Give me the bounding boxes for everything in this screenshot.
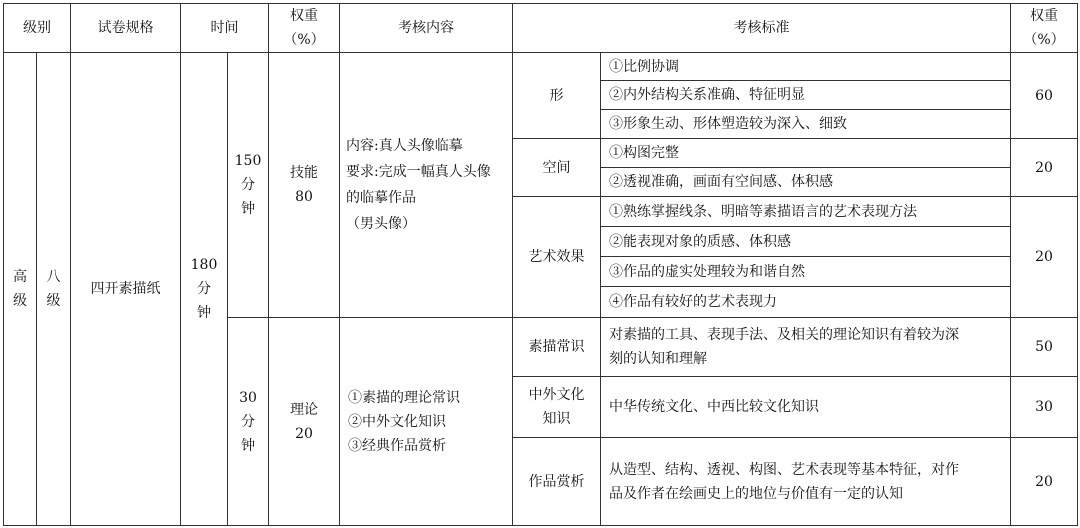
group-art-name: 艺术效果 (512, 196, 601, 318)
standard-item: ②内外结构关系准确、特征明显 (600, 80, 1011, 110)
standard-item: ③作品的虚实处理较为和谐自然 (600, 256, 1011, 287)
group-shape-name: 形 (512, 52, 601, 139)
group-appreciation-weight: 20 (1010, 437, 1078, 526)
header-content: 考核内容 (339, 3, 513, 53)
section2-weight: 理论 20 (268, 317, 340, 526)
header-standard: 考核标准 (512, 3, 1011, 53)
group-culture-weight: 30 (1010, 376, 1078, 438)
group-sketch-knowledge-name: 素描常识 (512, 317, 601, 377)
group-sketch-knowledge-weight: 50 (1010, 317, 1078, 377)
section1-content: 内容:真人头像临摹 要求:完成一幅真人头像 的临摹作品 （男头像） (339, 52, 513, 318)
standard-item: ③形象生动、形体塑造较为深入、细致 (600, 109, 1011, 139)
standard-item: ①熟练掌握线条、明暗等素描语言的艺术表现方法 (600, 196, 1011, 227)
standard-item: 从造型、结构、透视、构图、艺术表现等基本特征，对作 品及作者在绘画史上的地位与价值有一定的认知 (600, 437, 1011, 526)
standard-item: ①构图完整 (600, 138, 1011, 168)
standard-item: ②透视准确，画面有空间感、体积感 (600, 167, 1011, 197)
level-senior: 高 级 (3, 52, 37, 526)
group-appreciation-name: 作品赏析 (512, 437, 601, 526)
section1-weight: 技能 80 (268, 52, 340, 318)
standard-item: ①比例协调 (600, 52, 1011, 81)
spec-paper: 四开素描纸 (70, 52, 181, 526)
header-time: 时间 (180, 3, 269, 53)
section2-content: ①素描的理论常识 ②中外文化知识 ③经典作品赏析 (339, 317, 513, 526)
group-space-name: 空间 (512, 138, 601, 197)
level-eighth: 八 级 (36, 52, 71, 526)
standard-item: ④作品有较好的艺术表现力 (600, 286, 1011, 318)
header-weight: 权重 （%） (268, 3, 340, 53)
standard-item: ②能表现对象的质感、体积感 (600, 226, 1011, 257)
standard-item: 中华传统文化、中西比较文化知识 (600, 376, 1011, 438)
header-weight-right: 权重 （%） (1010, 3, 1078, 53)
header-level: 级别 (3, 3, 71, 53)
total-time: 180 分 钟 (180, 52, 228, 526)
section1-time: 150 分 钟 (227, 52, 269, 318)
group-space-weight: 20 (1010, 138, 1078, 197)
header-spec: 试卷规格 (70, 3, 181, 53)
standard-item: 对素描的工具、表现手法、及相关的理论知识有着较为深 刻的认知和理解 (600, 317, 1011, 377)
group-art-weight: 20 (1010, 196, 1078, 318)
section2-time: 30 分 钟 (227, 317, 269, 526)
group-culture-name: 中外文化 知识 (512, 376, 601, 438)
group-shape-weight: 60 (1010, 52, 1078, 139)
